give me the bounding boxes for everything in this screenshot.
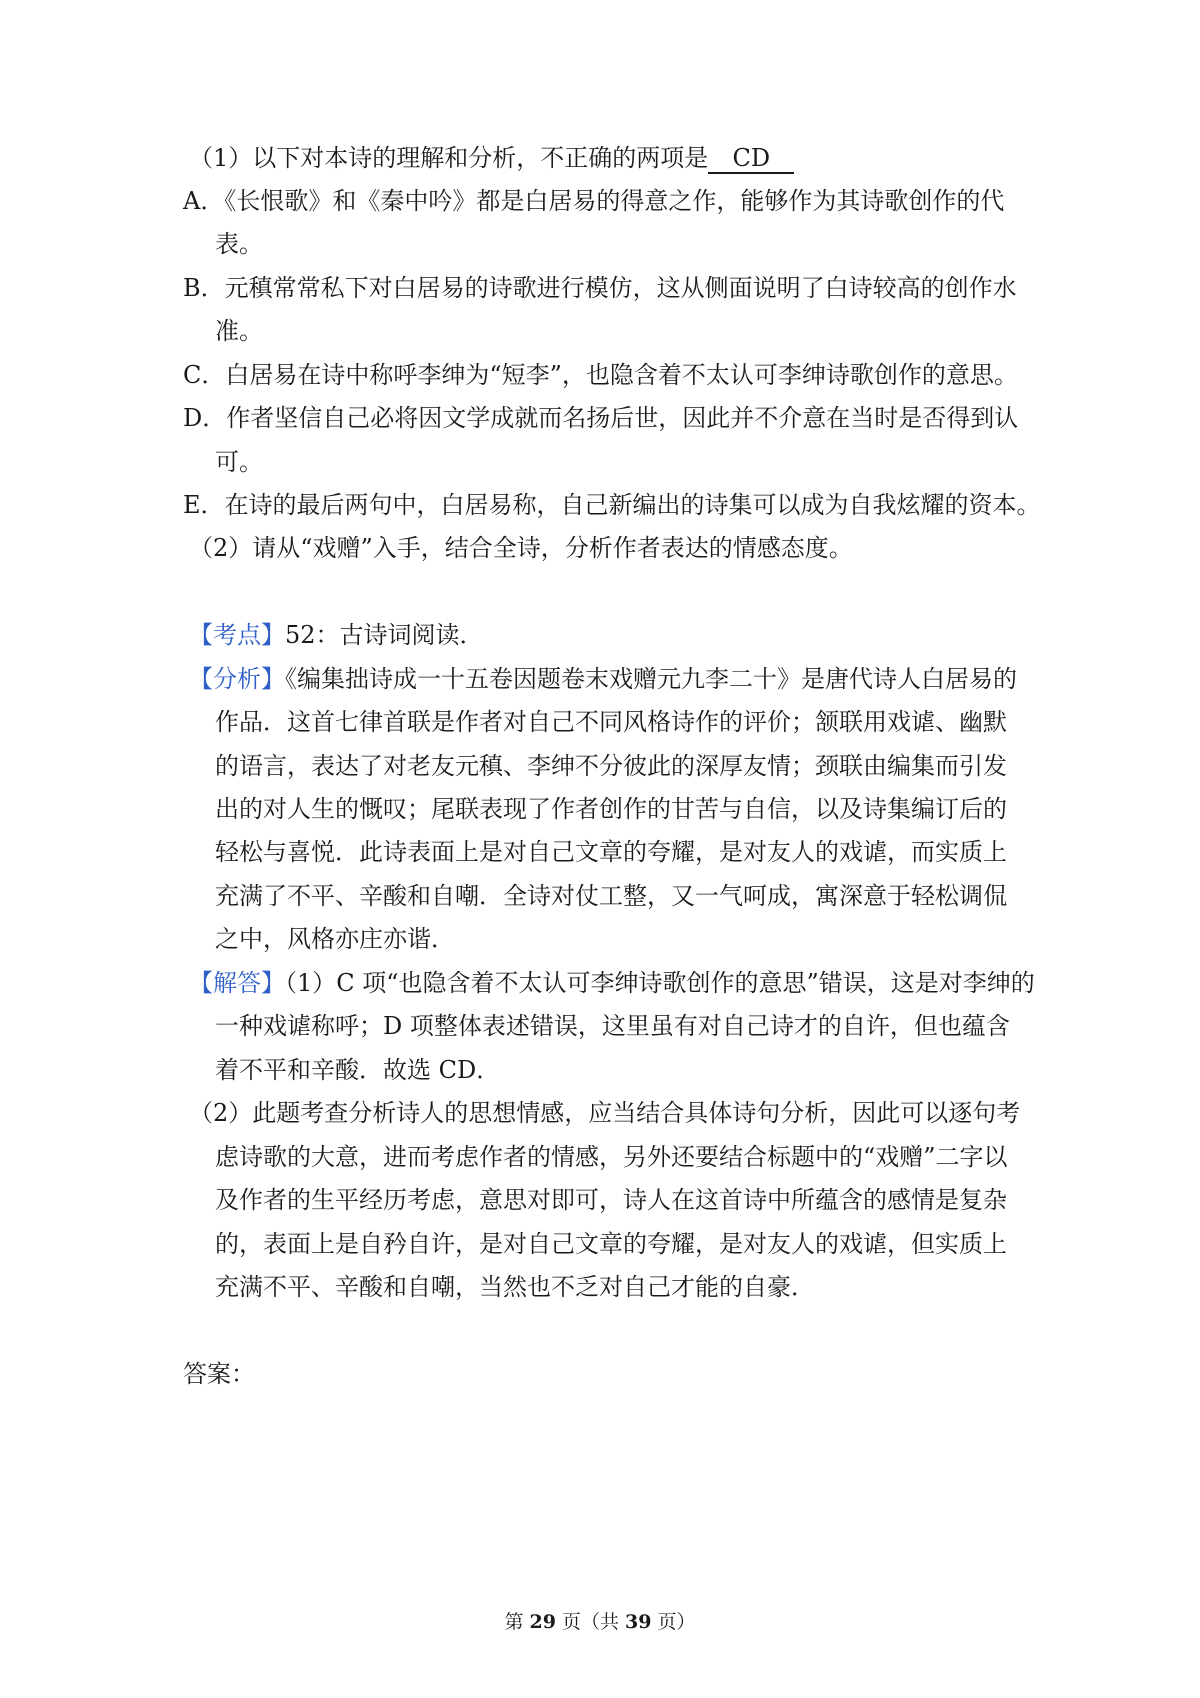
footer-pre: 第 — [504, 1611, 530, 1633]
option-e-line1: E．在诗的最后两句中，白居易称，自己新编出的诗集可以成为自我炫耀的资本。 — [183, 491, 1041, 519]
jieda-line-1 — [189, 967, 1035, 999]
option-a-line1: A．《长恨歌》和《秦中吟》都是白居易的得意之作，能够作为其诗歌创作的代 — [183, 187, 1005, 215]
jieda-line-2: 一种戏谑称呼；D 项整体表述错误，这里虽有对自己诗才的自许，但也蕴含 — [215, 1012, 1010, 1040]
jieda-part2-line-5: 充满不平、辛酸和自嘲，当然也不乏对自己才能的自豪． — [215, 1273, 815, 1301]
footer-mid: 页（共 — [555, 1611, 626, 1633]
fenxi-line-5: 轻松与喜悦．此诗表面上是对自己文章的夸耀，是对友人的戏谑，而实质上 — [215, 838, 1007, 866]
option-c-line1: C．白居易在诗中称呼李绅为“短李”，也隐含着不太认可李绅诗歌创作的意思。 — [183, 361, 1018, 389]
jieda-part2-line-2: 虑诗歌的大意，进而考虑作者的情感，另外还要结合标题中的“戏赠”二字以 — [215, 1143, 1008, 1171]
question-2: （2）请从“戏赠”入手，结合全诗，分析作者表达的情感态度。 — [189, 534, 853, 562]
kaodian-tag: 【考点】 — [189, 621, 285, 649]
jieda-line-3: 着不平和辛酸．故选 CD． — [215, 1056, 501, 1084]
jieda-part2-line-1: （2）此题考查分析诗人的思想情感，应当结合具体诗句分析，因此可以逐句考 — [189, 1099, 1021, 1127]
fenxi-line-6: 充满了不平、辛酸和自嘲．全诗对仗工整，又一气呵成，寓深意于轻松调侃 — [215, 882, 1007, 910]
footer-total-pages: 39 — [625, 1611, 652, 1633]
footer-post: 页） — [651, 1611, 696, 1633]
fenxi-line-4: 出的对人生的慨叹；尾联表现了作者创作的甘苦与自信，以及诗集编订后的 — [215, 795, 1007, 823]
fenxi-line-2: 作品．这首七律首联是作者对自己不同风格诗作的评价；颔联用戏谑、幽默 — [215, 708, 1007, 736]
question-1-text: （1）以下对本诗的理解和分析，不正确的两项是 — [189, 144, 709, 172]
fenxi-line-7: 之中，风格亦庄亦谐． — [215, 925, 455, 953]
option-b-line2: 准。 — [215, 317, 263, 345]
jieda-text: （1）C 项“也隐含着不太认可李绅诗歌创作的意思”错误，这是对李绅的 — [285, 969, 1035, 997]
fenxi-text: 《编集拙诗成一十五卷因题卷末戏赠元九李二十》是唐代诗人白居易的 — [285, 665, 1017, 693]
jieda-part2-line-4: 的，表面上是自矜自许，是对自己文章的夸耀，是对友人的戏谑，但实质上 — [215, 1230, 1007, 1258]
fenxi-line-1 — [189, 663, 1029, 695]
footer-page-number: 29 — [529, 1611, 556, 1633]
question-1 — [189, 142, 1029, 174]
page-footer — [0, 1609, 1200, 1635]
question-1-answer-blank: CD — [708, 144, 794, 174]
option-d-line1: D．作者坚信自己必将因文学成就而名扬后世，因此并不介意在当时是否得到认 — [183, 404, 1019, 432]
option-b-line1: B．元稹常常私下对白居易的诗歌进行模仿，这从侧面说明了白诗较高的创作水 — [183, 274, 1017, 302]
fenxi-tag: 【分析】 — [189, 665, 285, 693]
option-a-line2: 表。 — [215, 230, 263, 258]
option-d-line2: 可。 — [215, 448, 263, 476]
fenxi-line-3: 的语言，表达了对老友元稹、李绅不分彼此的深厚友情；颈联由编集而引发 — [215, 752, 1007, 780]
kaodian-section — [189, 619, 1029, 651]
jieda-tag: 【解答】 — [189, 969, 285, 997]
jieda-part2-line-3: 及作者的生平经历考虑，意思对即可，诗人在这首诗中所蕴含的感情是复杂 — [215, 1186, 1007, 1214]
kaodian-text: 52：古诗词阅读． — [285, 621, 484, 649]
answer-label: 答案： — [183, 1360, 255, 1388]
